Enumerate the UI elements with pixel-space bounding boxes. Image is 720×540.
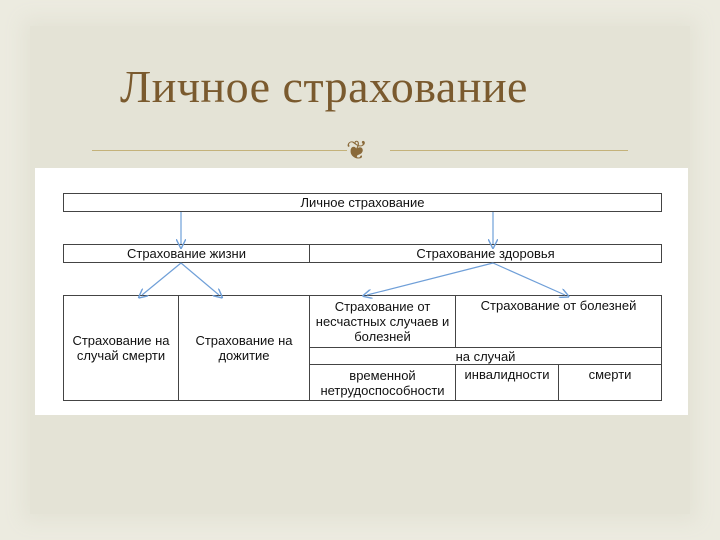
arrow-life-to-survival: [181, 263, 219, 295]
connector-arrows: [35, 168, 688, 415]
case-header-label: на случай: [455, 348, 516, 364]
temporary-label: временной нетрудоспособности: [320, 367, 445, 398]
curl-ornament-icon: ❦: [346, 136, 368, 165]
diagram-panel: [35, 168, 688, 415]
title-rule-right: [390, 150, 628, 151]
life-label: Страхование жизни: [126, 246, 247, 261]
death-label: Страхование на случай смерти: [72, 333, 170, 363]
death-case-label: смерти: [588, 367, 632, 382]
disease-label: Страхование от болезней: [480, 298, 637, 313]
slide-title: Личное страхование: [120, 61, 528, 112]
disability-label: инвалидности: [464, 367, 550, 382]
survival-label: Страхование на дожитие: [195, 333, 293, 363]
arrow-health-to-disease: [493, 263, 565, 295]
title-rule-left: [92, 150, 347, 151]
arrow-health-to-accident: [367, 263, 493, 295]
arrow-life-to-death: [142, 263, 181, 295]
accident-label: Страхование от несчастных случаев и болезней: [315, 299, 450, 344]
health-label: Страхование здоровья: [416, 246, 555, 261]
root-label: Личное страхование: [300, 195, 425, 210]
